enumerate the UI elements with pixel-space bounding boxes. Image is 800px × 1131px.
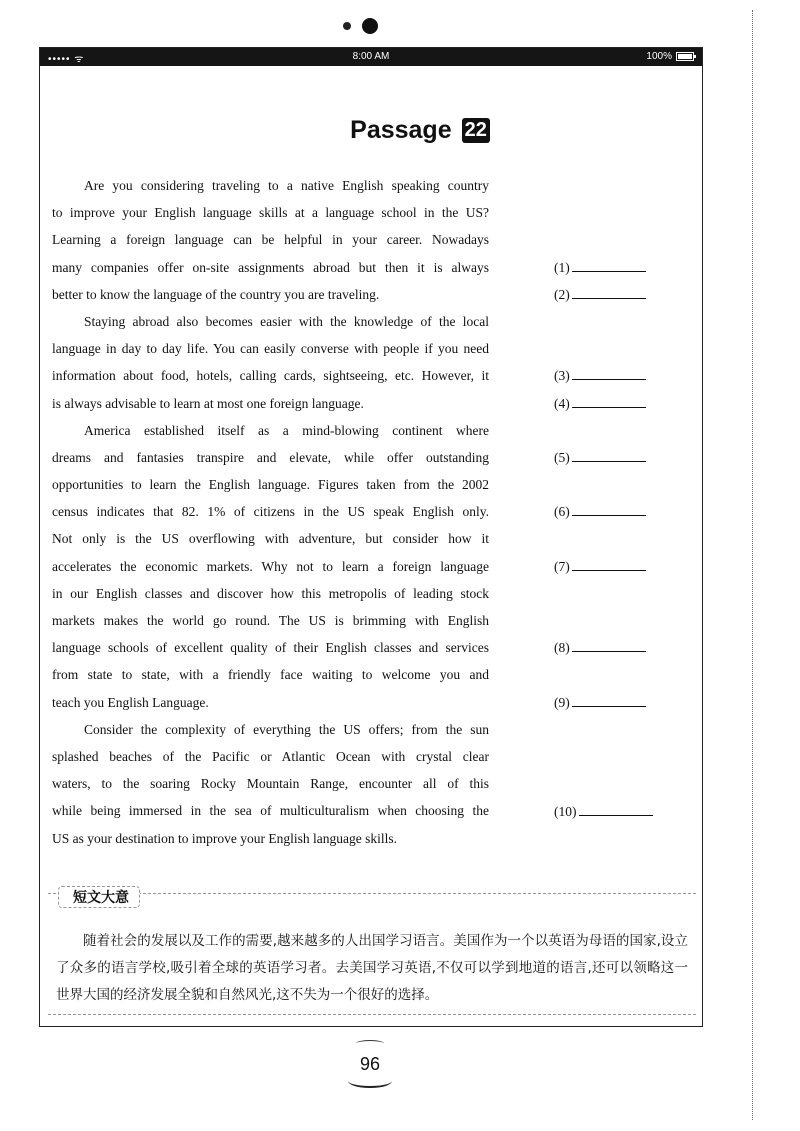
blank-line <box>572 395 646 408</box>
summary-heading: 短文大意 <box>58 886 140 908</box>
passage-line: dreams and fantasies transpire and elevate, while offer outstanding <box>52 449 489 465</box>
blank-label: (8) <box>554 640 570 656</box>
battery-percent: 100% <box>646 51 672 62</box>
blank-line <box>572 639 646 652</box>
answer-blank[interactable] <box>554 286 646 306</box>
blank-line <box>572 449 646 462</box>
passage-text <box>52 172 489 852</box>
blank-label: (9) <box>554 694 570 710</box>
camera-lens-icon <box>362 18 378 34</box>
passage-line: Consider the complexity of everything the US offers; from the sun <box>84 721 489 737</box>
passage-line: teach you English Language. <box>52 694 209 710</box>
battery-indicator <box>646 51 694 62</box>
passage-number-badge: 22 <box>462 118 490 143</box>
answer-blank[interactable] <box>554 449 646 469</box>
passage-line: better to know the language of the country you are traveling. <box>52 286 380 302</box>
summary-text: 随着社会的发展以及工作的需要,越来越多的人出国学习语言。美国作为一个以英语为母语的国家,设立了众多的语言学校,吸引着全球的英语学习者。去美国学习英语,不仅可以学到地道的语言,还可以领略这一世界大国的经济发展全貌和自然风光,这不失为一个很好的选择。 <box>56 933 688 1003</box>
answer-blank[interactable] <box>554 694 646 714</box>
passage-line: opportunities to learn the English language. Figures taken from the 2002 <box>52 477 489 493</box>
blank-label: (10) <box>554 803 577 819</box>
answer-blank[interactable] <box>554 503 646 523</box>
blank-label: (1) <box>554 259 570 275</box>
passage-line: Learning a foreign language can be helpful in your career. Nowadays <box>52 232 489 248</box>
scan-edge-line <box>752 10 757 1120</box>
signal-indicator: ••••• ᯤ <box>48 54 85 65</box>
blank-line <box>572 286 646 299</box>
page-number <box>340 1040 400 1090</box>
answer-blank[interactable] <box>554 803 653 823</box>
blank-label: (3) <box>554 368 570 384</box>
blank-line <box>572 694 646 707</box>
passage-title <box>0 116 800 145</box>
passage-line: accelerates the economic markets. Why not to learn a foreign language <box>52 558 489 574</box>
blank-line <box>572 503 646 516</box>
passage-line: waters, to the soaring Rocky Mountain Range, encounter all of this <box>52 776 489 792</box>
status-time: 8:00 AM <box>352 51 390 62</box>
passage-line: to improve your English language skills at a language school in the US? <box>52 205 489 221</box>
passage-line: from state to state, with a friendly face waiting to welcome you and <box>52 667 489 683</box>
camera-sensor-icon <box>343 22 351 30</box>
passage-line: in our English classes and discover how this metropolis of leading stock <box>52 585 489 601</box>
title-word: Passage <box>350 116 452 144</box>
camera-dots <box>343 16 383 36</box>
passage-line: while being immersed in the sea of multiculturalism when choosing the <box>52 803 489 819</box>
blank-line <box>572 367 646 380</box>
page-ornament-bottom <box>348 1074 392 1088</box>
battery-icon <box>676 52 694 61</box>
passage-line: many companies offer on-site assignments abroad but then it is always <box>52 259 489 275</box>
passage-line: language schools of excellent quality of their English classes and services <box>52 640 489 656</box>
page-ornament-top <box>356 1040 384 1047</box>
passage-line: America established itself as a mind-blowing continent where <box>84 422 489 438</box>
status-bar <box>40 48 702 66</box>
blank-line <box>579 803 653 816</box>
answer-blank[interactable] <box>554 639 646 659</box>
answer-blank[interactable] <box>554 558 646 578</box>
passage-line: US as your destination to improve your English language skills. <box>52 830 397 846</box>
summary-box <box>48 890 696 1015</box>
passage-line: census indicates that 82. 1% of citizens in the US speak English only. <box>52 504 489 520</box>
blank-label: (6) <box>554 504 570 520</box>
passage-line: splashed beaches of the Pacific or Atlantic Ocean with crystal clear <box>52 748 489 764</box>
passage-line: Are you considering traveling to a native English speaking country <box>84 178 489 193</box>
passage-line: Not only is the US overflowing with adventure, but consider how it <box>52 531 489 547</box>
page-number-text: 96 <box>359 1054 381 1074</box>
answer-blank[interactable] <box>554 259 646 279</box>
blank-line <box>572 259 646 272</box>
blank-line <box>572 558 646 571</box>
answer-blank[interactable] <box>554 395 646 415</box>
answer-blank[interactable] <box>554 367 646 387</box>
blank-label: (7) <box>554 558 570 574</box>
passage-line: language in day to day life. You can easily converse with people if you need <box>52 341 489 357</box>
blank-label: (2) <box>554 286 570 302</box>
passage-line: markets makes the world go round. The US is brimming with English <box>52 613 489 628</box>
passage-line: Staying abroad also becomes easier with the knowledge of the local <box>84 313 489 329</box>
blank-label: (5) <box>554 450 570 465</box>
blank-label: (4) <box>554 395 570 411</box>
passage-line: is always advisable to learn at most one foreign language. <box>52 395 364 411</box>
passage-line: information about food, hotels, calling cards, sightseeing, etc. However, it <box>52 368 489 384</box>
